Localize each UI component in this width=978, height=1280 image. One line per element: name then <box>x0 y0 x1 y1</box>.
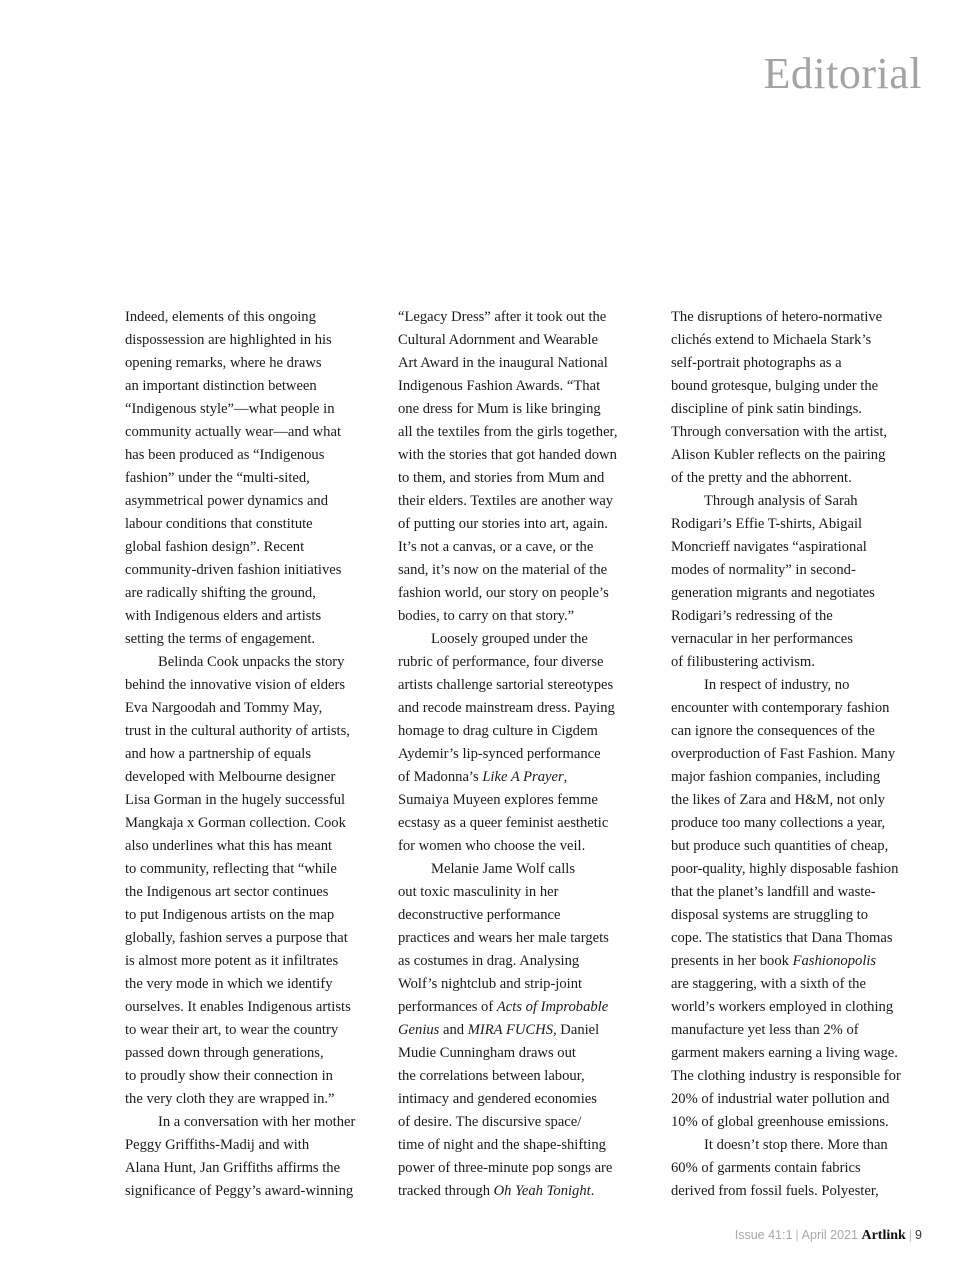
text-line: are radically shifting the ground, <box>125 585 316 601</box>
paragraph <box>398 306 660 628</box>
text-line: practices and wears her male targets <box>398 930 609 946</box>
text-line: an important distinction between <box>125 378 317 394</box>
paragraph <box>671 306 933 490</box>
text-line: “Legacy Dress” after it took out the <box>398 309 607 325</box>
italic-title: Oh Yeah Tonight <box>493 1183 591 1199</box>
text-line: homage to drag culture in Cigdem <box>398 723 598 739</box>
paragraph <box>398 858 660 1203</box>
text-line: bodies, to carry on that story.” <box>398 608 575 624</box>
text-line: major fashion companies, including <box>671 769 881 785</box>
text-line: global fashion design”. Recent <box>125 539 305 555</box>
text-line: derived from fossil fuels. Polyester, <box>671 1183 879 1199</box>
text-line: Rodigari’s Effie T-shirts, Abigail <box>671 516 863 532</box>
text-line: of Madonna’s Like A Prayer, <box>398 769 568 785</box>
text-column-2 <box>398 306 660 1203</box>
text-line: community-driven fashion initiatives <box>125 562 342 578</box>
text-line: all the textiles from the girls together, <box>398 424 618 440</box>
text-line: their elders. Textiles are another way <box>398 493 614 509</box>
text-line: poor-quality, highly disposable fashion <box>671 861 899 877</box>
text-line: setting the terms of engagement. <box>125 631 316 647</box>
text-line: developed with Melbourne designer <box>125 769 336 785</box>
text-line: In respect of industry, no <box>704 677 850 693</box>
page-footer <box>735 1228 922 1244</box>
text-line: to community, reflecting that “while <box>125 861 337 877</box>
text-line: Rodigari’s redressing of the <box>671 608 833 624</box>
text-line: has been produced as “Indigenous <box>125 447 325 463</box>
text-line: world’s workers employed in clothing <box>671 999 894 1015</box>
text-line: the correlations between labour, <box>398 1068 585 1084</box>
text-line: that the planet’s landfill and waste- <box>671 884 876 900</box>
divider: | <box>908 1228 913 1242</box>
text-line: Melanie Jame Wolf calls <box>431 861 576 877</box>
italic-title: Genius <box>398 1022 440 1038</box>
text-line: the very mode in which we identify <box>125 976 333 992</box>
text-column-3 <box>671 306 933 1203</box>
text-line: behind the innovative vision of elders <box>125 677 346 693</box>
paragraph <box>671 490 933 674</box>
text-line: produce too many collections a year, <box>671 815 886 831</box>
page-number: 9 <box>915 1228 922 1242</box>
text-line: time of night and the shape-shifting <box>398 1137 606 1153</box>
text-line: power of three-minute pop songs are <box>398 1160 613 1176</box>
text-line: fashion” under the “multi-sited, <box>125 470 310 486</box>
paragraph <box>125 651 387 1111</box>
text-line: rubric of performance, four diverse <box>398 654 604 670</box>
text-line: 10% of global greenhouse emissions. <box>671 1114 889 1130</box>
text-line: and how a partnership of equals <box>125 746 312 762</box>
italic-title: MIRA FUCHS <box>467 1022 553 1038</box>
text-column-1 <box>125 306 387 1203</box>
text-line: labour conditions that constitute <box>125 516 313 532</box>
text-line: of putting our stories into art, again. <box>398 516 608 532</box>
text-line: The disruptions of hetero-normative <box>671 309 883 325</box>
text-line: ecstasy as a queer feminist aesthetic <box>398 815 609 831</box>
text-line: but produce such quantities of cheap, <box>671 838 889 854</box>
paragraph <box>125 1111 387 1203</box>
text-line: deconstructive performance <box>398 907 561 923</box>
text-line: Sumaiya Muyeen explores femme <box>398 792 598 808</box>
text-line: Aydemir’s lip-synced performance <box>398 746 601 762</box>
divider: | <box>795 1228 799 1242</box>
text-line: disposal systems are struggling to <box>671 907 869 923</box>
text-line: opening remarks, where he draws <box>125 355 322 371</box>
text-line: of desire. The discursive space/ <box>398 1114 582 1130</box>
text-line: globally, fashion serves a purpose that <box>125 930 348 946</box>
text-line: artists challenge sartorial stereotypes <box>398 677 614 693</box>
text-line: 20% of industrial water pollution and <box>671 1091 890 1107</box>
paragraph <box>125 306 387 651</box>
text-line: garment makers earning a living wage. <box>671 1045 898 1061</box>
issue-number: Issue 41:1 <box>734 1228 793 1242</box>
text-line: discipline of pink satin bindings. <box>671 401 862 417</box>
text-line: significance of Peggy’s award-winning <box>125 1183 354 1199</box>
text-line: of filibustering activism. <box>671 654 815 670</box>
text-line: are staggering, with a sixth of the <box>671 976 866 992</box>
text-line: the Indigenous art sector continues <box>125 884 329 900</box>
text-line: sand, it’s now on the material of the <box>398 562 608 578</box>
text-line: Indeed, elements of this ongoing <box>125 309 316 325</box>
text-line: out toxic masculinity in her <box>398 884 559 900</box>
text-line: as costumes in drag. Analysing <box>398 953 580 969</box>
text-line: Alison Kubler reflects on the pairing <box>671 447 886 463</box>
text-line: manufacture yet less than 2% of <box>671 1022 859 1038</box>
text-line: overproduction of Fast Fashion. Many <box>671 746 896 762</box>
text-line: passed down through generations, <box>125 1045 324 1061</box>
text-line: Through conversation with the artist, <box>671 424 888 440</box>
text-line: It’s not a canvas, or a cave, or the <box>398 539 594 555</box>
text-line: to wear their art, to wear the country <box>125 1022 339 1038</box>
text-line: encounter with contemporary fashion <box>671 700 890 716</box>
text-line: with Indigenous elders and artists <box>125 608 322 624</box>
text-line: to them, and stories from Mum and <box>398 470 605 486</box>
text-line: self-portrait photographs as a <box>671 355 842 371</box>
text-line: the very cloth they are wrapped in.” <box>125 1091 335 1107</box>
text-line: Wolf’s nightclub and strip-joint <box>398 976 583 992</box>
text-line: Belinda Cook unpacks the story <box>158 654 345 670</box>
publication-name: Artlink <box>861 1228 906 1243</box>
italic-title: Acts of Improbable <box>496 999 609 1015</box>
text-line: also underlines what this has meant <box>125 838 333 854</box>
italic-title: Like A Prayer <box>482 769 564 785</box>
text-line: the likes of Zara and H&M, not only <box>671 792 885 808</box>
paragraph <box>671 674 933 1134</box>
text-line: 60% of garments contain fabrics <box>671 1160 861 1176</box>
text-line: of the pretty and the abhorrent. <box>671 470 852 486</box>
paragraph <box>398 628 660 858</box>
text-line: vernacular in her performances <box>671 631 853 647</box>
text-line: trust in the cultural authority of artists, <box>125 723 350 739</box>
text-line: is almost more potent as it infiltrates <box>125 953 339 969</box>
text-line: cope. The statistics that Dana Thomas <box>671 930 893 946</box>
text-line: community actually wear—and what <box>125 424 341 440</box>
text-line: with the stories that got handed down <box>398 447 617 463</box>
issue-date: April 2021 <box>801 1228 858 1242</box>
text-line: generation migrants and negotiates <box>671 585 875 601</box>
text-line: It doesn’t stop there. More than <box>704 1137 888 1153</box>
text-line: bound grotesque, bulging under the <box>671 378 879 394</box>
text-line: presents in her book Fashionopolis <box>671 953 877 969</box>
text-line: intimacy and gendered economies <box>398 1091 597 1107</box>
text-line: to proudly show their connection in <box>125 1068 333 1084</box>
text-line: In a conversation with her mother <box>158 1114 356 1130</box>
text-line: tracked through Oh Yeah Tonight. <box>398 1183 595 1199</box>
paragraph <box>671 1134 933 1203</box>
text-line: Lisa Gorman in the hugely successful <box>125 792 346 808</box>
text-line: and recode mainstream dress. Paying <box>398 700 615 716</box>
text-line: Indigenous Fashion Awards. “That <box>398 378 601 394</box>
text-line: Loosely grouped under the <box>431 631 588 647</box>
text-line: for women who choose the veil. <box>398 838 586 854</box>
text-line: “Indigenous style”—what people in <box>125 401 335 417</box>
text-line: ourselves. It enables Indigenous artists <box>125 999 351 1015</box>
text-line: dispossession are highlighted in his <box>125 332 332 348</box>
text-line: performances of Acts of Improbable <box>398 999 609 1015</box>
text-line: to put Indigenous artists on the map <box>125 907 335 923</box>
text-line: clichés extend to Michaela Stark’s <box>671 332 872 348</box>
text-line: Peggy Griffiths-Madij and with <box>125 1137 310 1153</box>
text-line: modes of normality” in second- <box>671 562 856 578</box>
text-line: Mudie Cunningham draws out <box>398 1045 576 1061</box>
text-line: Eva Nargoodah and Tommy May, <box>125 700 323 716</box>
text-line: Through analysis of Sarah <box>704 493 858 509</box>
text-line: asymmetrical power dynamics and <box>125 493 329 509</box>
text-line: can ignore the consequences of the <box>671 723 875 739</box>
text-line: one dress for Mum is like bringing <box>398 401 601 417</box>
text-line: Mangkaja x Gorman collection. Cook <box>125 815 346 831</box>
text-line: Genius and MIRA FUCHS, Daniel <box>398 1022 600 1038</box>
text-line: Cultural Adornment and Wearable <box>398 332 598 348</box>
text-line: Alana Hunt, Jan Griffiths affirms the <box>125 1160 341 1176</box>
text-line: Art Award in the inaugural National <box>398 355 608 371</box>
text-line: The clothing industry is responsible for <box>671 1068 901 1084</box>
section-title: Editorial <box>763 49 922 98</box>
text-line: Moncrieff navigates “aspirational <box>671 539 867 555</box>
text-line: fashion world, our story on people’s <box>398 585 609 601</box>
italic-title: Fashionopolis <box>792 953 877 969</box>
